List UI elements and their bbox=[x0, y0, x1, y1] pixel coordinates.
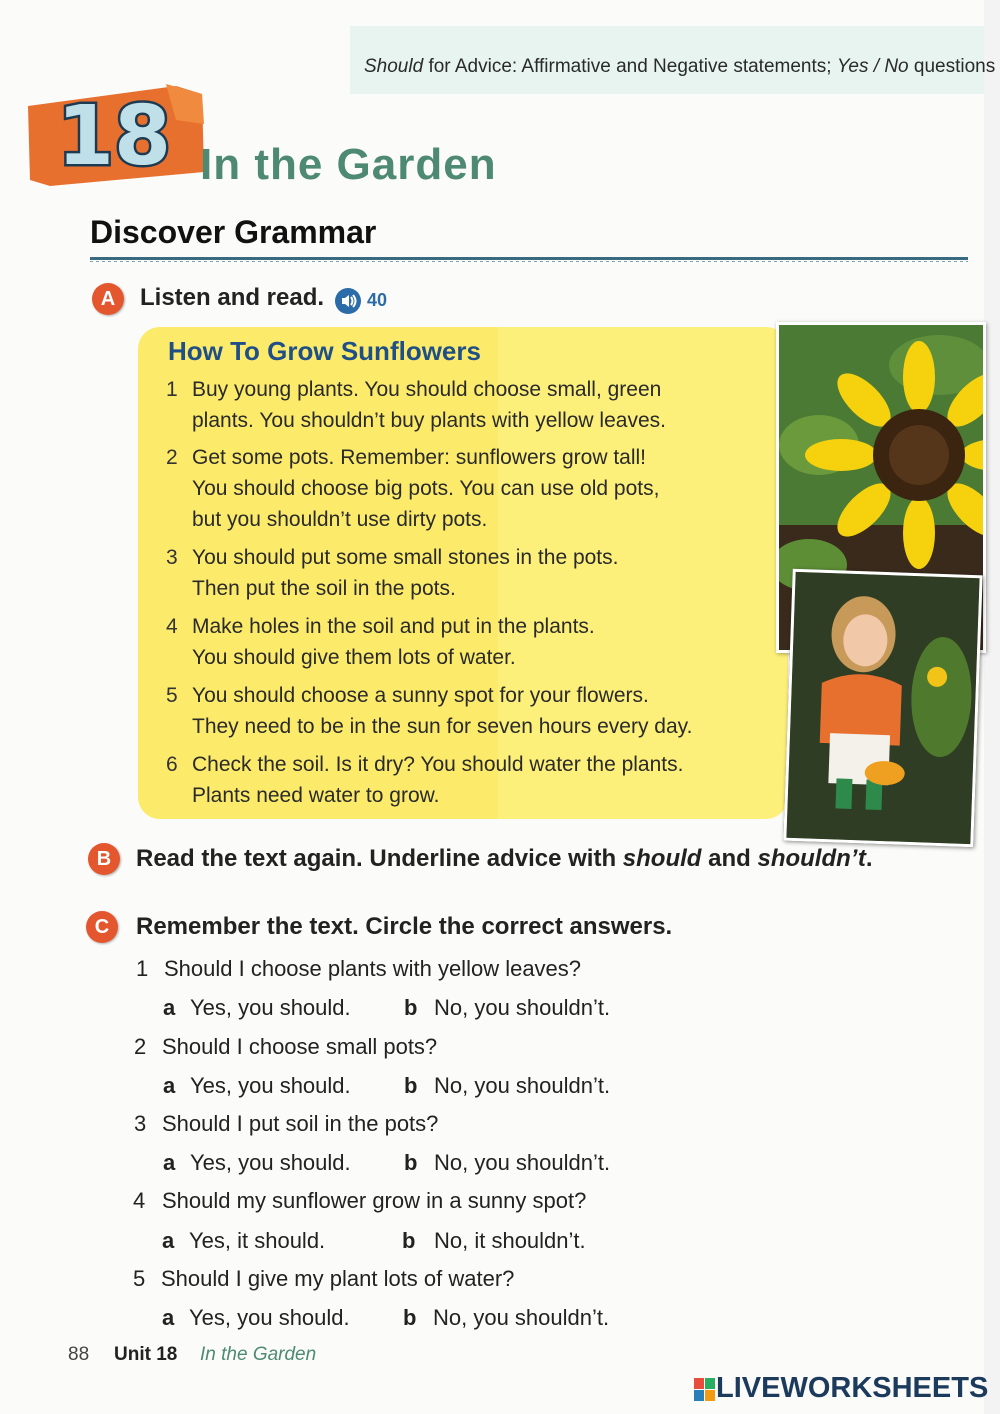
step-number: 3 bbox=[166, 546, 178, 569]
option-a-label: a bbox=[162, 1228, 175, 1253]
option-a[interactable]: Yes, you should. bbox=[190, 1150, 351, 1175]
step-number: 5 bbox=[166, 684, 178, 707]
question-text: Should I choose plants with yellow leaves? bbox=[164, 956, 582, 981]
option-a[interactable]: Yes, you should. bbox=[190, 995, 351, 1020]
question-text: Should I choose small pots? bbox=[162, 1034, 438, 1059]
unit-title: In the Garden bbox=[200, 140, 497, 189]
option-a[interactable]: Yes, it should. bbox=[189, 1228, 326, 1253]
activity-c-instruction: Remember the text. Circle the correct answers. bbox=[136, 913, 673, 940]
option-a-label: a bbox=[163, 1073, 176, 1098]
option-b-label: b bbox=[402, 1228, 416, 1253]
option-b[interactable]: No, you shouldn’t. bbox=[434, 995, 611, 1020]
step-line: Buy young plants. You should choose small, green bbox=[192, 378, 662, 401]
footer-unit-name: In the Garden bbox=[200, 1344, 317, 1365]
liveworksheets-watermark: LIVEWORKSHEETS bbox=[716, 1372, 989, 1404]
step-line: You should give them lots of water. bbox=[192, 646, 516, 669]
step-line: They need to be in the sun for seven hours every day. bbox=[192, 715, 693, 738]
activity-b-instruction: Read the text again. Underline advice with should and shouldn’t. bbox=[136, 845, 873, 872]
question-number: 2 bbox=[134, 1034, 147, 1059]
section-divider bbox=[90, 257, 968, 260]
girl-illustration bbox=[786, 572, 979, 844]
unit-number-badge bbox=[26, 84, 206, 188]
liveworksheets-logo-icon bbox=[694, 1378, 716, 1402]
question-text: Should I give my plant lots of water? bbox=[161, 1266, 515, 1291]
option-a-label: a bbox=[163, 1150, 176, 1175]
question-number: 3 bbox=[134, 1111, 147, 1136]
question-text: Should I put soil in the pots? bbox=[162, 1111, 439, 1136]
question-number: 1 bbox=[136, 956, 149, 981]
grammar-topic: Should for Advice: Affirmative and Negative statements; Yes / No questions bbox=[364, 56, 996, 77]
audio-icon[interactable] bbox=[335, 288, 361, 314]
section-divider-dots bbox=[90, 261, 968, 262]
step-line: Check the soil. Is it dry? You should water the plants. bbox=[192, 753, 684, 776]
activity-b-badge: B bbox=[88, 843, 120, 875]
step-line: You should choose a sunny spot for your flowers. bbox=[192, 684, 649, 707]
question-number: 5 bbox=[133, 1266, 146, 1291]
step-line: but you shouldn’t use dirty pots. bbox=[192, 508, 488, 531]
audio-track-number: 40 bbox=[367, 290, 388, 310]
option-b[interactable]: No, it shouldn’t. bbox=[434, 1228, 586, 1253]
step-line: You should choose big pots. You can use old pots, bbox=[192, 477, 660, 500]
step-number: 2 bbox=[166, 446, 178, 469]
option-a-label: a bbox=[163, 995, 176, 1020]
option-a-label: a bbox=[162, 1305, 175, 1330]
option-a[interactable]: Yes, you should. bbox=[190, 1073, 351, 1098]
step-line: Make holes in the soil and put in the plants. bbox=[192, 615, 595, 638]
activity-a-badge: A bbox=[92, 283, 124, 315]
girl-garden-photo bbox=[783, 569, 982, 847]
page-edge bbox=[984, 0, 1000, 1414]
step-line: plants. You shouldn’t buy plants with yellow leaves. bbox=[192, 409, 666, 432]
step-line: Then put the soil in the pots. bbox=[192, 577, 456, 600]
step-line: Plants need water to grow. bbox=[192, 784, 440, 807]
section-title: Discover Grammar bbox=[90, 214, 377, 250]
step-number: 1 bbox=[166, 378, 178, 401]
step-line: Get some pots. Remember: sunflowers grow tall! bbox=[192, 446, 647, 469]
audio-glyph bbox=[335, 288, 361, 314]
reading-title: How To Grow Sunflowers bbox=[168, 336, 481, 366]
footer-unit: Unit 18 bbox=[114, 1344, 178, 1365]
option-b-label: b bbox=[404, 1150, 418, 1175]
page-number: 88 bbox=[68, 1344, 90, 1365]
step-number: 4 bbox=[166, 615, 178, 638]
step-number: 6 bbox=[166, 753, 178, 776]
activity-a-instruction: Listen and read. bbox=[140, 284, 325, 311]
option-a[interactable]: Yes, you should. bbox=[189, 1305, 350, 1330]
step-line: You should put some small stones in the pots. bbox=[192, 546, 619, 569]
option-b-label: b bbox=[404, 995, 418, 1020]
option-b[interactable]: No, you shouldn’t. bbox=[434, 1150, 611, 1175]
activity-c-badge: C bbox=[86, 911, 118, 943]
option-b[interactable]: No, you shouldn’t. bbox=[434, 1073, 611, 1098]
unit-number: 18 bbox=[56, 89, 172, 184]
question-number: 4 bbox=[133, 1188, 146, 1213]
option-b-label: b bbox=[404, 1073, 418, 1098]
question-text: Should my sunflower grow in a sunny spot? bbox=[162, 1188, 587, 1213]
option-b-label: b bbox=[403, 1305, 417, 1330]
option-b[interactable]: No, you shouldn’t. bbox=[433, 1305, 610, 1330]
